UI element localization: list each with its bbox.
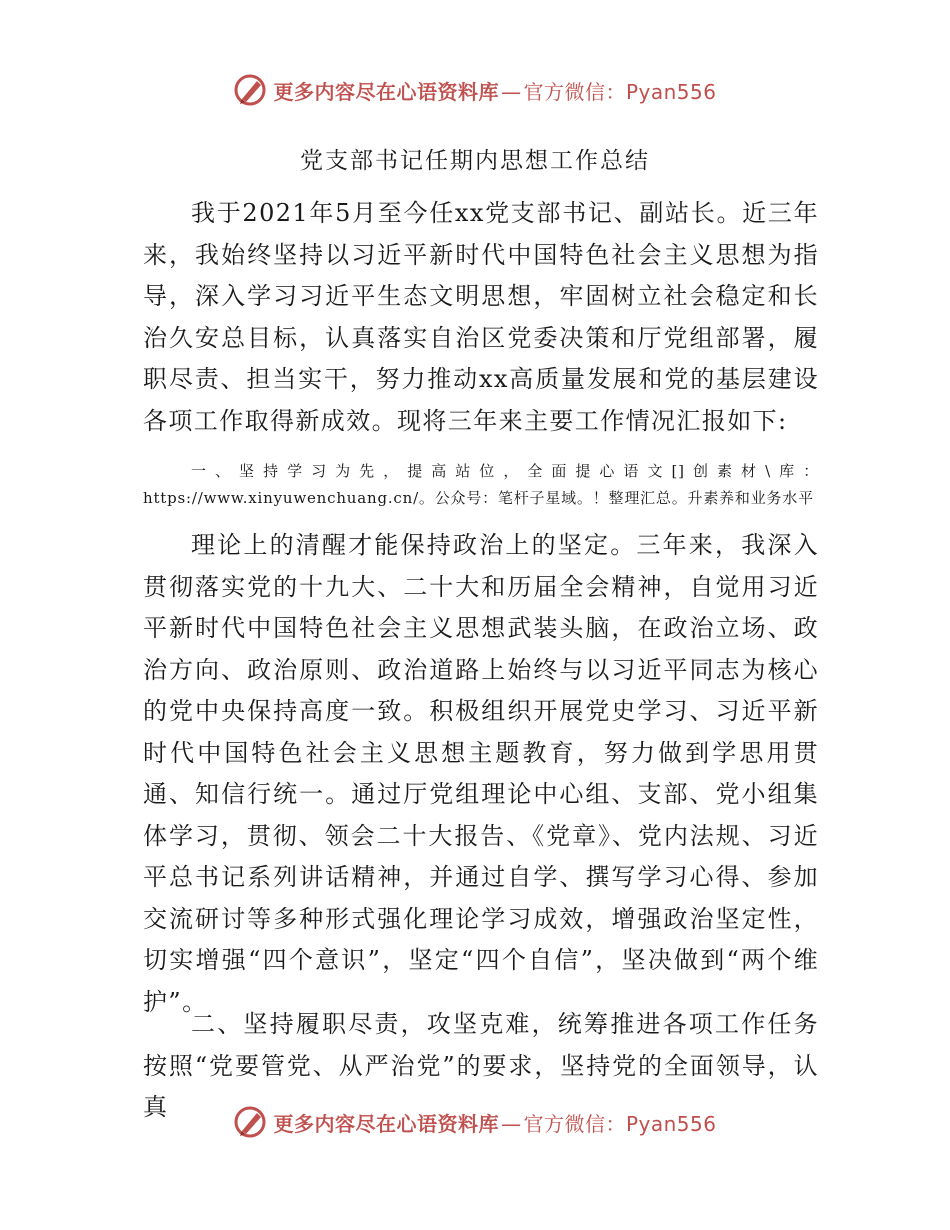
document-title: 党支部书记任期内思想工作总结 bbox=[300, 148, 650, 174]
section-1-paragraph: 理论上的清醒才能保持政治上的坚定。三年来，我深入贯彻落实党的十九大、二十大和历届全会精神，自觉用习近平新时代中国特色社会主义思想武装头脑，在政治立场、政治方向、政治原则、政治道路上始终与以习近平同志为核心的党中央保持高度一致。积极组织开展党史学习、习近平新时代中国特色社会主义思想主题教育，努力做到学思用贯通、知信行统一。通过厅党组理论中心组、支部、党小组集体学习，贯彻、领会二十大报告、《党章》、党内法规、习近平总书记系列讲话精神，并通过自学、撰写学习心得、参加交流研讨等多种形式强化理论学习成效，增强政治坚定性，切实增强“四个意识”，坚定“四个自信”，坚决做到“两个维护”。 bbox=[143, 531, 819, 1016]
section-1-heading: 一、坚持学习为先，提高站位，全面提心语文[]创素材\库：https://www.xinyuwenchuang.cn/。公众号：笔杆子星域。！整理汇总。升素养和业务水平 bbox=[143, 462, 819, 507]
pen-logo-icon bbox=[233, 1105, 267, 1139]
watermark-text: 更多内容尽在心语资料库 — 官方微信：Pyan556 bbox=[273, 79, 717, 104]
watermark-footer bbox=[0, 1102, 950, 1142]
section-2-paragraph: 二、坚持履职尽责，攻坚克难，统筹推进各项工作任务按照“党要管党、从严治党”的要求，坚持党的全面领导，认真 bbox=[143, 1010, 819, 1121]
pen-logo-icon bbox=[233, 73, 267, 107]
watermark-header bbox=[0, 70, 950, 110]
watermark-text: 更多内容尽在心语资料库 — 官方微信：Pyan556 bbox=[273, 1111, 717, 1136]
intro-paragraph: 我于2021年5月至今任xx党支部书记、副站长。近三年来，我始终坚持以习近平新时代中国特色社会主义思想为指导，深入学习习近平生态文明思想，牢固树立社会稳定和长治久安总目标，认真落实自治区党委决策和厅党组部署，履职尽责、担当实干，努力推动xx高质量发展和党的基层建设各项工作取得新成效。现将三年来主要工作情况汇报如下: bbox=[143, 199, 819, 435]
